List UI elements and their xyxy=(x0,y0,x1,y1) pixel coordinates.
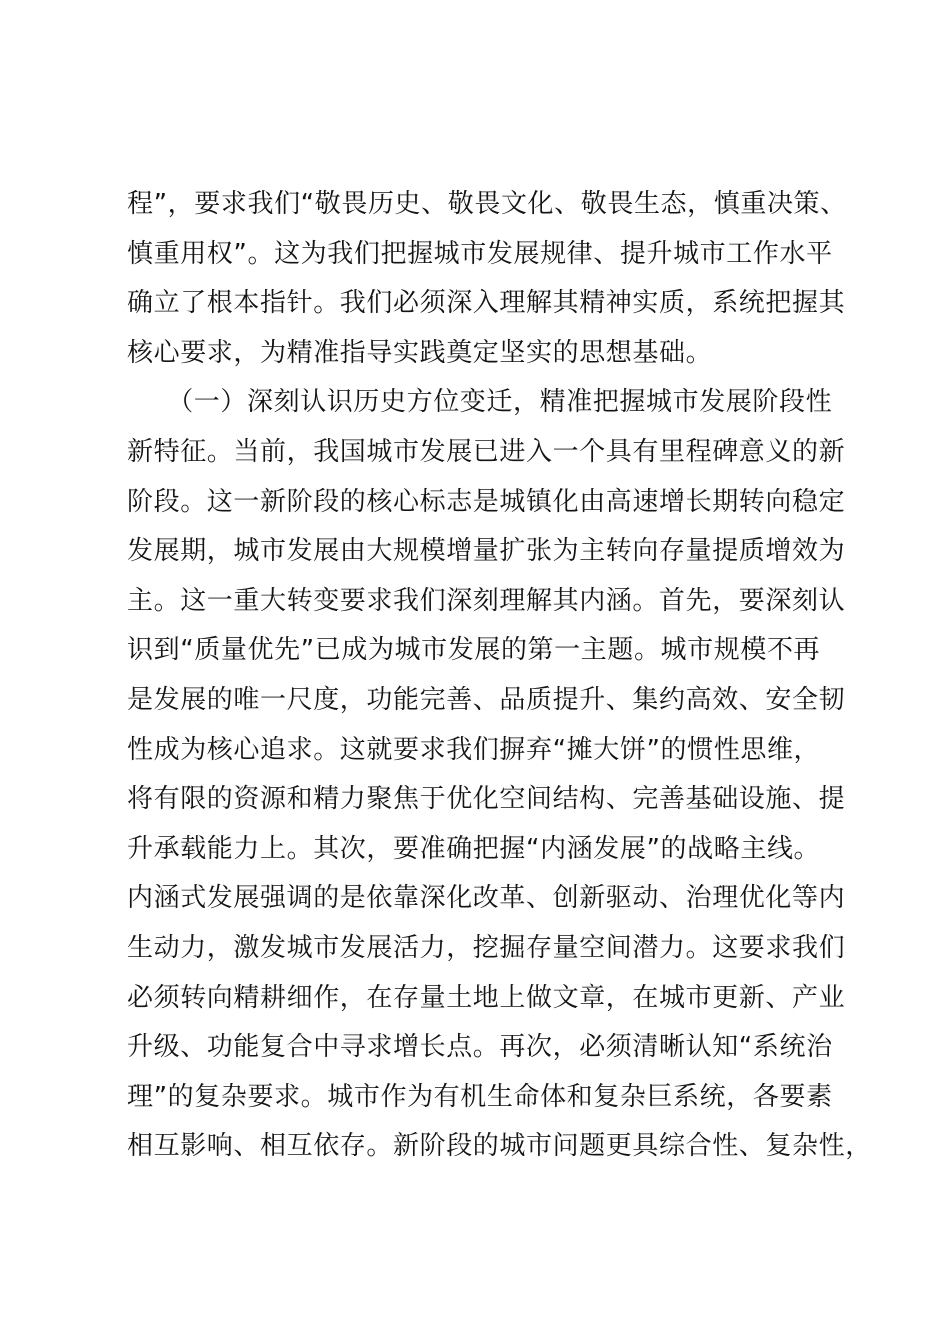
body-text xyxy=(127,180,872,1172)
text-line: 程”，要求我们“敬畏历史、敬畏文化、敬畏生态，慎重决策、 xyxy=(127,189,847,219)
text-line: 核心要求，为精准指导实践奠定坚实的思想基础。 xyxy=(127,337,713,368)
text-line: 阶段。这一新阶段的核心标志是城镇化由高速增长期转向稳定 xyxy=(127,486,846,517)
text-line: 将有限的资源和精力聚焦于优化空间结构、完善基础设施、提 xyxy=(127,784,846,815)
section-heading-line: （一）深刻认识历史方位变迁，精准把握城市发展阶段性 xyxy=(127,387,833,418)
text-line: 升级、功能复合中寻求增长点。再次，必须清晰认知“系统治 xyxy=(127,1032,833,1063)
text-line: 发展期，城市发展由大规模增量扩张为主转向存量提质增效为 xyxy=(127,536,846,567)
text-line: 性成为核心追求。这就要求我们摒弃“摊大饼”的惯性思维， xyxy=(127,734,821,765)
text-line: 确立了根本指针。我们必须深入理解其精神实质，系统把握其 xyxy=(127,288,846,319)
text-line: 升承载能力上。其次，要准确把握“内涵发展”的战略主线。 xyxy=(127,833,821,864)
text-line: 必须转向精耕细作，在存量土地上做文章，在城市更新、产业 xyxy=(127,982,846,1013)
text-line: 相互影响、相互依存。新阶段的城市问题更具综合性、复杂性， xyxy=(127,1131,872,1162)
text-line: 生动力，激发城市发展活力，挖掘存量空间潜力。这要求我们 xyxy=(127,932,846,963)
text-line: 内涵式发展强调的是依靠深化改革、创新驱动、治理优化等内 xyxy=(127,883,846,914)
text-line: 主。这一重大转变要求我们深刻理解其内涵。首先，要深刻认 xyxy=(127,585,846,616)
text-line: 理”的复杂要求。城市作为有机生命体和复杂巨系统，各要素 xyxy=(127,1081,833,1112)
text-line: 新特征。当前，我国城市发展已进入一个具有里程碑意义的新 xyxy=(127,436,846,467)
text-line: 是发展的唯一尺度，功能完善、品质提升、集约高效、安全韧 xyxy=(127,684,846,715)
text-line: 慎重用权”。这为我们把握城市发展规律、提升城市工作水平 xyxy=(127,238,833,269)
text-line: 识到“质量优先”已成为城市发展的第一主题。城市规模不再 xyxy=(127,635,821,666)
